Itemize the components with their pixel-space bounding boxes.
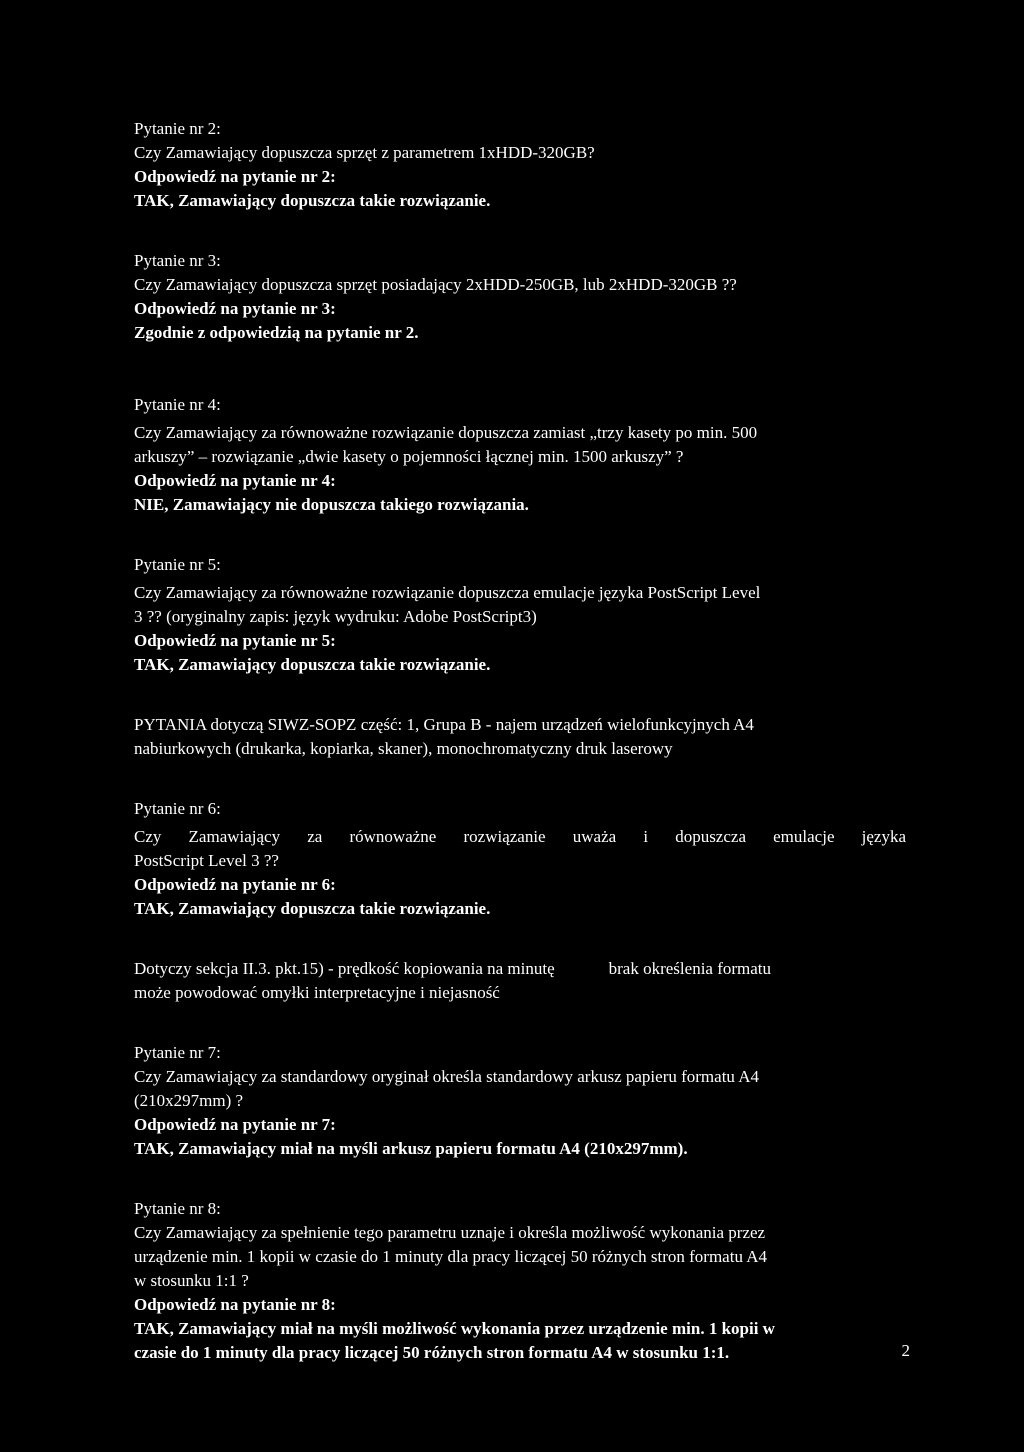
question-label: Pytanie nr 4:: [134, 395, 221, 414]
question-block-6: [134, 797, 906, 921]
answer-label: Odpowiedź na pytanie nr 6:: [134, 875, 336, 894]
question-text: 3 ?? (oryginalny zapis: język wydruku: Adobe PostScript3): [134, 607, 537, 626]
answer-text: Zgodnie z odpowiedzią na pytanie nr 2.: [134, 323, 419, 342]
question-text: Czy Zamawiający za równoważne rozwiązanie dopuszcza emulacje języka PostScript Level: [134, 583, 761, 602]
section-header: [134, 713, 906, 761]
question-text: Czy Zamawiający za standardowy oryginał określa standardowy arkusz papieru formatu A4: [134, 1067, 760, 1086]
answer-text: TAK, Zamawiający miał na myśli arkusz papieru formatu A4 (210x297mm).: [134, 1139, 688, 1158]
note-left: Dotyczy sekcja II.3. pkt.15) - prędkość kopiowania na minutę: [134, 959, 555, 978]
document-page: [134, 117, 906, 1365]
question-label: Pytanie nr 5:: [134, 555, 221, 574]
question-block-5: [134, 553, 906, 677]
question-text: (210x297mm) ?: [134, 1091, 244, 1110]
answer-label: Odpowiedź na pytanie nr 7:: [134, 1115, 336, 1134]
answer-text: TAK, Zamawiający dopuszcza takie rozwiązanie.: [134, 655, 491, 674]
answer-label: Odpowiedź na pytanie nr 3:: [134, 299, 336, 318]
question-label: Pytanie nr 6:: [134, 799, 221, 818]
note-right: brak określenia formatu: [608, 959, 772, 978]
question-block-7: [134, 1041, 906, 1161]
question-text: Czy Zamawiający dopuszcza sprzęt z parametrem 1xHDD-320GB?: [134, 143, 595, 162]
question-text: Czy Zamawiający za spełnienie tego parametru uznaje i określa możliwość wykonania przez: [134, 1223, 766, 1242]
answer-text: TAK, Zamawiający miał na myśli możliwość wykonania przez urządzenie min. 1 kopii w: [134, 1319, 775, 1338]
question-text: arkuszy” – rozwiązanie „dwie kasety o pojemności łącznej min. 1500 arkuszy” ?: [134, 447, 684, 466]
answer-label: Odpowiedź na pytanie nr 4:: [134, 471, 336, 490]
question-text: w stosunku 1:1 ?: [134, 1271, 249, 1290]
answer-label: Odpowiedź na pytanie nr 5:: [134, 631, 336, 650]
section-line: PYTANIA dotyczą SIWZ-SOPZ część: 1, Grupa B - najem urządzeń wielofunkcyjnych A4: [134, 715, 754, 734]
question-block-2: [134, 117, 906, 213]
answer-label: Odpowiedź na pytanie nr 8:: [134, 1295, 336, 1314]
section-line: nabiurkowych (drukarka, kopiarka, skaner), monochromatyczny druk laserowy: [134, 739, 673, 758]
page-number: 2: [901, 1341, 910, 1360]
question-label: Pytanie nr 7:: [134, 1043, 221, 1062]
question-text: Czy Zamawiający dopuszcza sprzęt posiadający 2xHDD-250GB, lub 2xHDD-320GB ??: [134, 275, 737, 294]
question-text: urządzenie min. 1 kopii w czasie do 1 minuty dla pracy liczącej 50 różnych stron formatu A4: [134, 1247, 768, 1266]
answer-text: TAK, Zamawiający dopuszcza takie rozwiązanie.: [134, 191, 491, 210]
question-block-3: [134, 249, 906, 345]
question-label: Pytanie nr 8:: [134, 1199, 221, 1218]
question-block-4: [134, 393, 906, 517]
question-text: PostScript Level 3 ??: [134, 851, 279, 870]
question-label: Pytanie nr 3:: [134, 251, 221, 270]
answer-text: TAK, Zamawiający dopuszcza takie rozwiązanie.: [134, 899, 491, 918]
answer-text: czasie do 1 minuty dla pracy liczącej 50 różnych stron formatu A4 w stosunku 1:1.: [134, 1343, 730, 1362]
question-label: Pytanie nr 2:: [134, 119, 221, 138]
note-block: [134, 957, 906, 1005]
answer-text: NIE, Zamawiający nie dopuszcza takiego rozwiązania.: [134, 495, 529, 514]
question-text: Czy Zamawiający za równoważne rozwiązanie uważa i dopuszcza emulacje języka: [134, 827, 906, 846]
note-line: [134, 957, 906, 981]
question-text: Czy Zamawiający za równoważne rozwiązanie dopuszcza zamiast „trzy kasety po min. 500: [134, 423, 758, 442]
question-block-8: [134, 1197, 906, 1365]
note-line: może powodować omyłki interpretacyjne i niejasność: [134, 983, 500, 1002]
answer-label: Odpowiedź na pytanie nr 2:: [134, 167, 336, 186]
